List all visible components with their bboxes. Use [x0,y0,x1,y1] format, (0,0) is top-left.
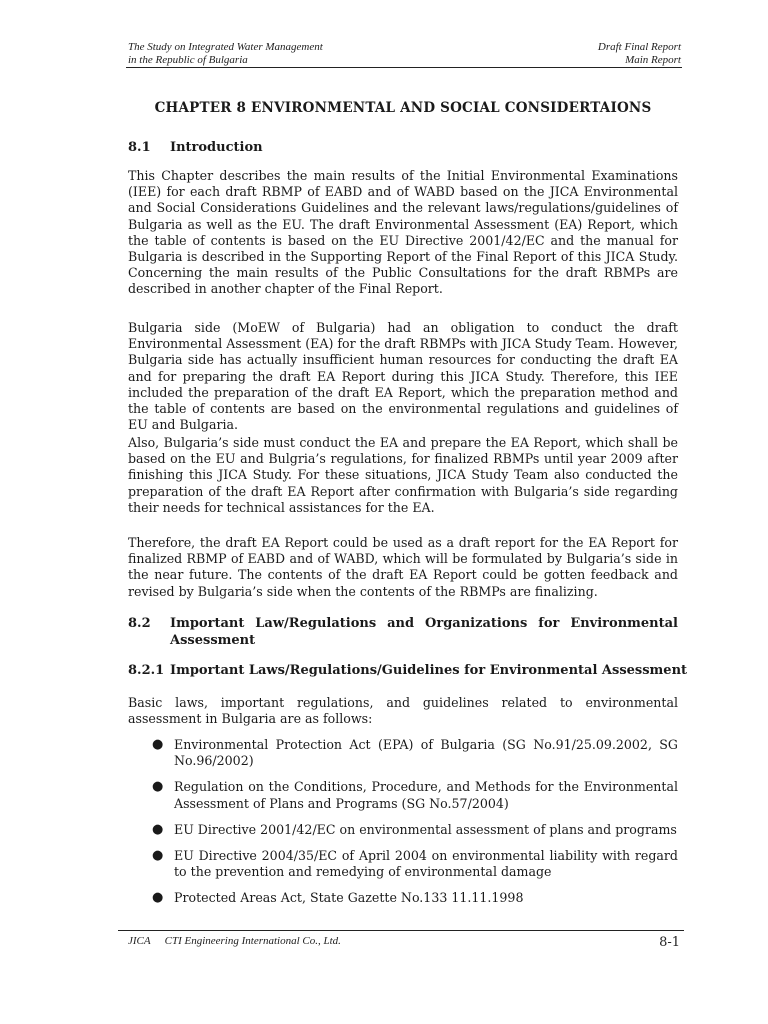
section-number: 8.2.1 [128,663,165,678]
section-heading-8-2 [128,616,678,649]
header-study-title: The Study on Integrated Water Management [128,41,323,53]
list-item [128,890,678,906]
section-heading-8-1 [128,140,263,155]
header-right [598,41,681,67]
list-item [128,779,678,811]
chapter-title: CHAPTER 8 ENVIRONMENTAL AND SOCIAL CONSIDERTAIONS [154,100,652,116]
section-heading-8-2-1 [128,663,687,678]
bullet-icon: ● [152,779,164,795]
list-item-text: Environmental Protection Act (EPA) of Bulgaria (SG No.91/25.09.2002, SG No.96/2002) [174,737,678,769]
bullet-icon: ● [152,890,164,906]
intro-paragraph-2: Bulgaria side (MoEW of Bulgaria) had an obligation to conduct the draft Environmental Assessment (EA) for the draft RBMPs with JICA Study Team. However, Bulgaria side has actually insufficient human resources for conducting the draft EA and for preparing the draft EA Report during this JICA Study. Therefore, this IEE included the preparation of the draft EA Report, which the preparation method and the table of contents are based on the environmental regulations and guidelines of EU and Bulgaria. [128,320,678,433]
intro-paragraph-3: Also, Bulgaria’s side must conduct the EA and prepare the EA Report, which shall be based on the EU and Bulgria’s regulations, for finalized RBMPs until year 2009 after finishing this JICA Study. For these situations, JICA Study Team also conducted the preparation of the draft EA Report after confirmation with Bulgaria’s side regarding their needs for technical assistances for the EA. [128,435,678,515]
list-item-text: Regulation on the Conditions, Procedure, and Methods for the Environmental Assessment of Plans and Programs (SG No.57/2004) [174,779,678,811]
header-divider [126,67,682,68]
list-item [128,848,678,880]
header-left [128,41,323,67]
list-item [128,737,678,769]
section-number: 8.2 [128,616,151,631]
section-number: 8.1 [128,140,151,155]
footer-org-jica: JICA [128,935,151,947]
footer-org-cti: CTI Engineering International Co., Ltd. [164,935,341,947]
footer-divider [118,930,684,931]
list-item-text: EU Directive 2001/42/EC on environmental assessment of plans and programs [174,821,677,837]
header-report-type: Draft Final Report [597,41,681,53]
section-title: Important Laws/Regulations/Guidelines for Environmental Assessment [170,663,688,678]
header-report-part: Main Report [625,54,681,66]
list-item-text: EU Directive 2004/35/EC of April 2004 on environmental liability with regard to the prevention and remedying of environmental damage [174,848,678,880]
intro-paragraph-1: This Chapter describes the main results of the Initial Environmental Examinations (IEE) for each draft RBMP of EABD and of WABD based on the JICA Environmental and Social Considerations Guidelines and the relevant laws/regulations/guidelines of Bulgaria as well as the EU. The draft Environmental Assessment (EA) Report, which the table of contents is based on the EU Directive 2001/42/EC and the manual for Bulgaria is described in the Supporting Report of the Final Report of this JICA Study. Concerning the main results of the Public Consultations for the draft RBMPs are described in another chapter of the Final Report. [128,168,678,297]
header-country: in the Republic of Bulgaria [128,54,248,66]
footer-organizations [128,935,341,947]
section-title: Important Law/Regulations and Organizations for Environmental Assessment [170,616,678,648]
bullet-icon: ● [152,848,164,864]
list-item-text: Protected Areas Act, State Gazette No.133 11.11.1998 [174,890,524,906]
laws-bullet-list [128,737,678,907]
section-title: Introduction [170,140,263,155]
bullet-icon: ● [152,821,164,837]
list-item [128,822,678,838]
bullet-icon: ● [152,737,164,752]
intro-paragraph-4: Therefore, the draft EA Report could be used as a draft report for the EA Report for finalized RBMP of EABD and of WABD, which will be formulated by Bulgaria’s side in the near future. The contents of the draft EA Report could be gotten feedback and revised by Bulgaria’s side when the contents of the RBMPs are finalizing. [128,535,678,599]
laws-intro-paragraph: Basic laws, important regulations, and guidelines related to environmental assessment in Bulgaria are as follows: [128,695,678,727]
page-number: 8-1 [659,935,680,950]
